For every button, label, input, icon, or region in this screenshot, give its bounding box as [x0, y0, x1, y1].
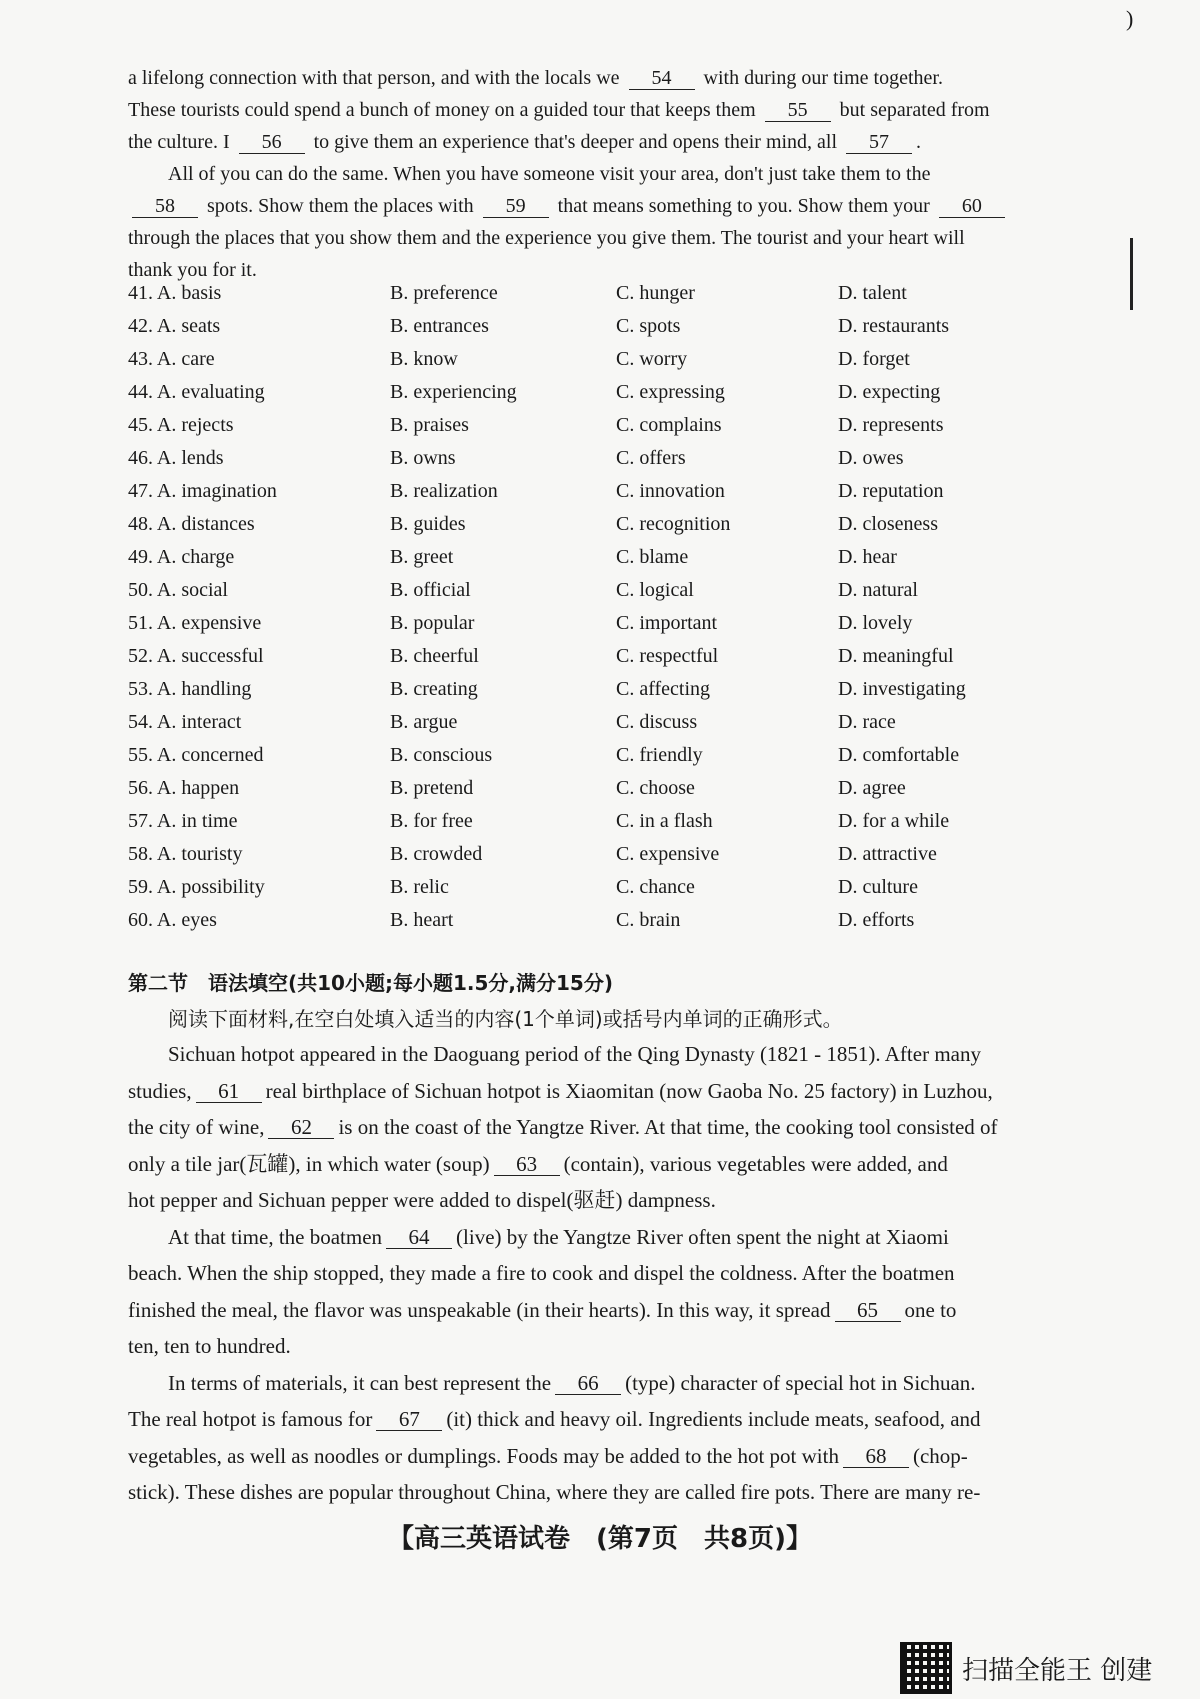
text: that means something to you. Show them your: [557, 195, 930, 217]
passage-line: [128, 1036, 1068, 1073]
passage-line: [128, 1401, 1068, 1438]
text: hot pepper and Sichuan pepper were added to dispel(驱赶) dampness.: [128, 1188, 716, 1212]
option-row: [128, 810, 1088, 843]
option-row: [128, 777, 1088, 810]
passage-line: [128, 1255, 1068, 1292]
scan-edge-line: [1130, 238, 1133, 310]
option-a: 41. A. basis: [128, 282, 222, 304]
option-b: B. greet: [390, 546, 454, 568]
option-c: C. complains: [616, 414, 722, 436]
blank-55: 55: [765, 99, 831, 122]
option-d: D. lovely: [838, 612, 913, 634]
text: only a tile jar(瓦罐), in which water (soup): [128, 1151, 490, 1176]
option-c: C. offers: [616, 447, 686, 469]
option-a: 57. A. in time: [128, 810, 238, 832]
option-a: 60. A. eyes: [128, 909, 217, 931]
option-a: 56. A. happen: [128, 777, 240, 799]
option-c: C. logical: [616, 579, 694, 601]
option-d: D. for a while: [838, 810, 950, 832]
option-a: 58. A. touristy: [128, 843, 243, 865]
option-row: [128, 612, 1088, 645]
option-row: [128, 711, 1088, 744]
passage-line: [128, 1292, 1068, 1329]
option-d: D. natural: [838, 579, 918, 601]
passage-line: [128, 1474, 1068, 1511]
passage-line: [128, 190, 1068, 222]
option-b: B. relic: [390, 876, 449, 898]
option-b: B. popular: [390, 612, 475, 634]
option-c: C. spots: [616, 315, 681, 337]
option-b: B. argue: [390, 711, 458, 733]
option-b: B. owns: [390, 447, 456, 469]
blank-57: 57: [846, 131, 912, 154]
option-d: D. culture: [838, 876, 918, 898]
option-b: B. praises: [390, 414, 469, 436]
text: These tourists could spend a bunch of money on a guided tour that keeps them: [128, 99, 756, 121]
option-b: B. pretend: [390, 777, 474, 799]
option-b: B. cheerful: [390, 645, 479, 667]
passage-line: [128, 94, 1068, 126]
option-c: C. brain: [616, 909, 681, 931]
option-a: 42. A. seats: [128, 315, 221, 337]
option-b: B. experiencing: [390, 381, 517, 403]
option-a: 48. A. distances: [128, 513, 255, 535]
option-row: [128, 513, 1088, 546]
option-a: 59. A. possibility: [128, 876, 265, 898]
text: spots. Show them the places with: [207, 195, 474, 217]
option-d: D. agree: [838, 777, 906, 799]
option-c: C. important: [616, 612, 718, 634]
grammar-passage: [128, 1036, 1068, 1511]
option-d: D. investigating: [838, 678, 966, 700]
option-d: D. meaningful: [838, 645, 954, 667]
passage-line: [128, 62, 1068, 94]
option-b: B. entrances: [390, 315, 489, 337]
option-a: 55. A. concerned: [128, 744, 264, 766]
option-c: C. chance: [616, 876, 695, 898]
passage-line: [128, 158, 1068, 190]
option-a: 49. A. charge: [128, 546, 235, 568]
section-instruction: 阅读下面材料,在空白处填入适当的内容(1个单词)或括号内单词的正确形式。: [168, 1007, 843, 1031]
option-d: D. efforts: [838, 909, 915, 931]
option-c: C. in a flash: [616, 810, 713, 832]
text: beach. When the ship stopped, they made a fire to cook and dispel the coldness. After the boatmen: [128, 1261, 955, 1285]
text: vegetables, as well as noodles or dumplings. Foods may be added to the hot pot with: [128, 1443, 839, 1468]
option-row: [128, 843, 1088, 876]
option-d: D. represents: [838, 414, 944, 436]
passage-line: [128, 222, 1068, 254]
option-a: 54. A. interact: [128, 711, 242, 733]
passage-line: [128, 1182, 1068, 1219]
option-b: B. conscious: [390, 744, 493, 766]
qr-code-icon: [900, 1642, 952, 1694]
text: is on the coast of the Yangtze River. At that time, the cooking tool consisted of: [338, 1115, 998, 1139]
corner-mark: ): [1126, 6, 1134, 31]
text: In terms of materials, it can best represent the: [168, 1370, 552, 1395]
blank-60: 60: [939, 195, 1005, 218]
option-d: D. race: [838, 711, 896, 733]
option-c: C. innovation: [616, 480, 725, 502]
text: studies,: [128, 1078, 192, 1103]
option-a: 44. A. evaluating: [128, 381, 265, 403]
option-b: B. creating: [390, 678, 478, 700]
blank-65: 65: [835, 1299, 901, 1322]
option-a: 45. A. rejects: [128, 414, 234, 436]
option-b: B. realization: [390, 480, 498, 502]
text: All of you can do the same. When you have someone visit your area, don't just take them to the: [168, 163, 931, 185]
option-b: B. know: [390, 348, 458, 370]
option-row: [128, 282, 1088, 315]
cloze-passage: [128, 62, 1068, 286]
text: stick). These dishes are popular throughout China, where they are called fire pots. There are many re-: [128, 1480, 981, 1504]
blank-68: 68: [843, 1445, 909, 1468]
blank-66: 66: [555, 1372, 621, 1395]
text: (live) by the Yangtze River often spent the night at Xiaomi: [456, 1224, 949, 1249]
text: .: [916, 131, 922, 153]
text: to give them an experience that's deeper and opens their mind, all: [313, 131, 838, 153]
option-row: [128, 447, 1088, 480]
text: one to: [904, 1297, 957, 1322]
text: The real hotpot is famous for: [128, 1407, 373, 1431]
text: with during our time together.: [703, 67, 943, 89]
option-d: D. owes: [838, 447, 904, 469]
text: the city of wine,: [128, 1115, 265, 1139]
passage-line: [128, 1109, 1068, 1146]
text: (chop-: [912, 1443, 968, 1468]
option-b: B. preference: [390, 282, 498, 304]
option-d: D. hear: [838, 546, 897, 568]
text: (contain), various vegetables were added, and: [563, 1151, 948, 1176]
option-c: C. hunger: [616, 282, 695, 304]
option-row: [128, 744, 1088, 777]
option-c: C. discuss: [616, 711, 698, 733]
option-d: D. attractive: [838, 843, 937, 865]
option-c: C. choose: [616, 777, 695, 799]
option-row: [128, 480, 1088, 513]
option-a: 51. A. expensive: [128, 612, 262, 634]
option-b: B. guides: [390, 513, 466, 535]
option-a: 47. A. imagination: [128, 480, 277, 502]
option-a: 46. A. lends: [128, 447, 224, 469]
option-row: [128, 645, 1088, 678]
text: Sichuan hotpot appeared in the Daoguang period of the Qing Dynasty (1821 - 1851). After many: [168, 1042, 981, 1066]
passage-line: [128, 1328, 1068, 1365]
blank-54: 54: [629, 67, 695, 90]
text: At that time, the boatmen: [168, 1224, 383, 1249]
passage-line: [128, 126, 1068, 158]
page-footer: 【高三英语试卷 (第7页 共8页)】: [388, 1524, 812, 1554]
scanner-label: 扫描全能王 创建: [962, 1655, 1153, 1686]
option-a: 50. A. social: [128, 579, 228, 601]
option-row: [128, 876, 1088, 909]
text: finished the meal, the flavor was unspeakable (in their hearts). In this way, it spread: [128, 1297, 831, 1322]
option-c: C. respectful: [616, 645, 719, 667]
option-row: [128, 579, 1088, 612]
blank-63: 63: [494, 1153, 560, 1176]
text: (it) thick and heavy oil. Ingredients include meats, seafood, and: [446, 1407, 981, 1431]
option-c: C. affecting: [616, 678, 711, 700]
option-d: D. expecting: [838, 381, 941, 403]
text: through the places that you show them and the experience you give them. The tourist and your heart will: [128, 227, 965, 249]
blank-61: 61: [196, 1080, 262, 1103]
option-a: 52. A. successful: [128, 645, 264, 667]
text: ten, ten to hundred.: [128, 1334, 291, 1358]
option-row: [128, 546, 1088, 579]
blank-62: 62: [268, 1116, 334, 1139]
option-d: D. restaurants: [838, 315, 950, 337]
passage-line: [128, 1438, 1068, 1475]
option-c: C. blame: [616, 546, 689, 568]
option-c: C. worry: [616, 348, 688, 370]
passage-line: [128, 1219, 1068, 1256]
option-c: C. recognition: [616, 513, 731, 535]
option-b: B. heart: [390, 909, 454, 931]
option-b: B. official: [390, 579, 471, 601]
section-heading: 第二节 语法填空(共10小题;每小题1.5分,满分15分): [128, 971, 613, 995]
blank-64: 64: [386, 1226, 452, 1249]
option-d: D. reputation: [838, 480, 944, 502]
option-b: B. crowded: [390, 843, 483, 865]
passage-line: [128, 1073, 1068, 1110]
text: (type) character of special hot in Sichuan.: [625, 1370, 976, 1395]
option-d: D. comfortable: [838, 744, 960, 766]
scanner-watermark: [900, 1642, 1152, 1694]
option-a: 53. A. handling: [128, 678, 252, 700]
option-d: D. closeness: [838, 513, 938, 535]
option-d: D. talent: [838, 282, 907, 304]
text: thank you for it.: [128, 259, 257, 281]
text: a lifelong connection with that person, and with the locals we: [128, 67, 620, 89]
answer-options: [128, 282, 1088, 942]
option-d: D. forget: [838, 348, 910, 370]
option-row: [128, 414, 1088, 447]
text: the culture. I: [128, 131, 230, 153]
blank-59: 59: [483, 195, 549, 218]
option-row: [128, 315, 1088, 348]
text: real birthplace of Sichuan hotpot is Xiaomitan (now Gaoba No. 25 factory) in Luzhou,: [265, 1078, 993, 1103]
option-row: [128, 909, 1088, 942]
passage-line: [128, 1365, 1068, 1402]
option-row: [128, 381, 1088, 414]
option-c: C. expressing: [616, 381, 725, 403]
text: but separated from: [839, 99, 990, 121]
blank-56: 56: [239, 131, 305, 154]
option-c: C. friendly: [616, 744, 703, 766]
blank-67: 67: [376, 1408, 442, 1431]
option-a: 43. A. care: [128, 348, 215, 370]
blank-58: 58: [132, 195, 198, 218]
option-c: C. expensive: [616, 843, 720, 865]
option-row: [128, 678, 1088, 711]
option-row: [128, 348, 1088, 381]
option-b: B. for free: [390, 810, 473, 832]
passage-line: [128, 1146, 1068, 1183]
